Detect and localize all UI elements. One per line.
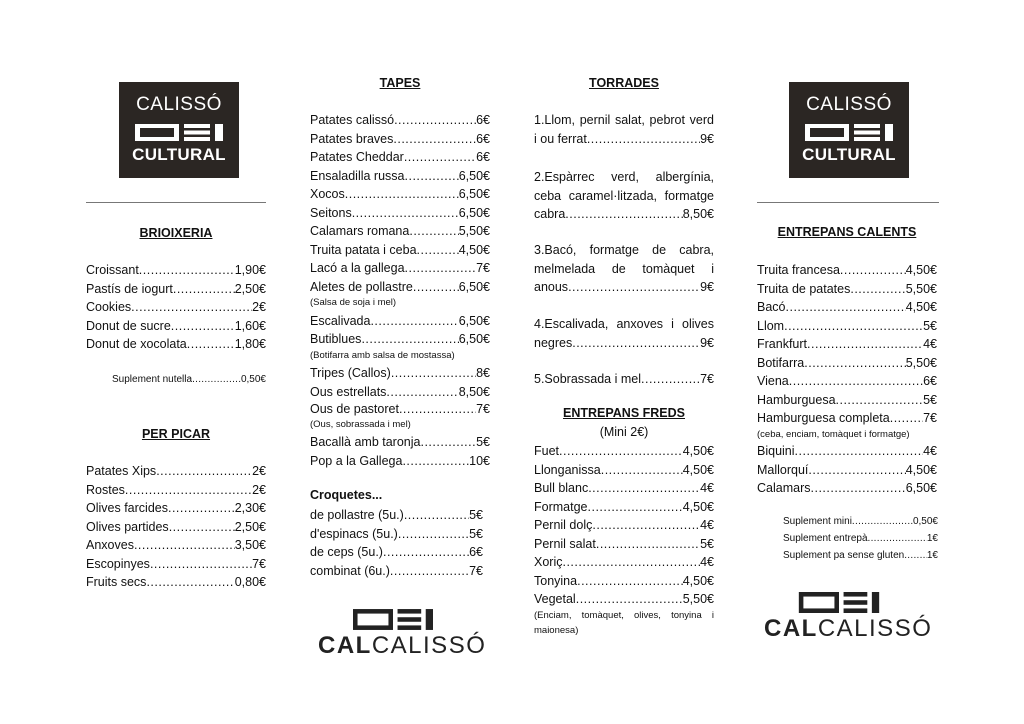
menu-item-price: 7€ bbox=[476, 402, 490, 416]
menu-item-name: Lacó a la gallega bbox=[310, 261, 405, 275]
menu-item bbox=[310, 525, 483, 544]
dot-leader bbox=[588, 498, 683, 517]
menu-item-name: Calamars bbox=[757, 481, 811, 495]
torrada-description-end: cabra bbox=[534, 207, 566, 221]
menu-item-name: Tripes (Callos) bbox=[310, 366, 391, 380]
menu-item-name: Truita francesa bbox=[757, 263, 840, 277]
logo-mark-icon bbox=[798, 592, 880, 613]
menu-item-name: Hamburguesa completa bbox=[757, 411, 890, 425]
menu-item bbox=[310, 222, 490, 241]
dot-leader bbox=[156, 462, 252, 481]
dot-leader bbox=[370, 312, 458, 331]
menu-item-name: Suplement mini bbox=[783, 516, 852, 527]
menu-item-price: 4€ bbox=[923, 337, 937, 351]
menu-item-price: 7€ bbox=[252, 556, 266, 571]
calisso-cultural-logo bbox=[789, 82, 909, 178]
menu-item bbox=[86, 499, 266, 518]
torrada-price: 9€ bbox=[700, 131, 714, 146]
menu-item bbox=[310, 543, 483, 562]
menu-item bbox=[757, 298, 937, 317]
torrada-item bbox=[534, 370, 714, 389]
completa-note: (ceba, enciam, tomàquet i formatge) bbox=[757, 429, 910, 440]
torrada-item bbox=[534, 168, 714, 224]
menu-item bbox=[310, 364, 490, 383]
menu-item bbox=[310, 562, 483, 581]
menu-item-price: 6,50€ bbox=[458, 314, 490, 328]
dot-leader bbox=[187, 335, 235, 354]
dot-leader bbox=[150, 555, 252, 574]
menu-item-price: 7€ bbox=[476, 261, 490, 275]
menu-item-price: 8,50€ bbox=[458, 384, 490, 399]
menu-item-price: 4,50€ bbox=[905, 462, 937, 477]
torrada-item bbox=[534, 315, 714, 352]
menu-item bbox=[86, 317, 266, 336]
logo-line1: CALISSÓ bbox=[136, 94, 222, 115]
menu-item-name: Cookies bbox=[86, 300, 132, 314]
menu-item-name: Croissant bbox=[86, 263, 139, 277]
menu-item-price: 4,50€ bbox=[905, 300, 937, 314]
dot-leader bbox=[811, 479, 906, 498]
dot-leader bbox=[409, 222, 458, 241]
dot-leader bbox=[789, 372, 923, 391]
logo-mark-icon bbox=[135, 124, 223, 141]
menu-item bbox=[86, 280, 266, 299]
menu-item-name: Mallorquí bbox=[757, 462, 809, 477]
menu-item-name: Patates braves bbox=[310, 131, 394, 146]
logo-line1: CALISSÓ bbox=[806, 94, 892, 115]
menu-item bbox=[534, 590, 714, 609]
dot-leader bbox=[572, 334, 700, 353]
menu-item bbox=[86, 261, 266, 280]
menu-item-name: Bull blanc bbox=[534, 481, 589, 495]
menu-item-price: 4€ bbox=[700, 481, 714, 495]
menu-item bbox=[86, 555, 266, 574]
menu-item-name: Pop a la Gallega bbox=[310, 453, 403, 468]
aletes-note: (Salsa de soja i mel) bbox=[310, 297, 397, 308]
menu-item bbox=[534, 516, 714, 535]
menu-item bbox=[757, 461, 937, 480]
menu-item-price: 3,50€ bbox=[234, 538, 266, 552]
menu-item bbox=[757, 335, 937, 354]
menu-item-price: 6,50€ bbox=[458, 279, 490, 294]
menu-item-price: 4,50€ bbox=[905, 263, 937, 277]
menu-item bbox=[310, 185, 490, 204]
per-picar-title: PER PICAR bbox=[141, 427, 211, 441]
dot-leader bbox=[641, 370, 700, 389]
menu-item-price: 5,50€ bbox=[682, 592, 714, 606]
menu-item-price: 6,50€ bbox=[458, 187, 490, 201]
dot-leader bbox=[399, 400, 476, 419]
menu-item-name: Viena bbox=[757, 374, 789, 388]
menu-item-name: Rostes bbox=[86, 482, 125, 497]
menu-item-name: de pollastre (5u.) bbox=[310, 508, 404, 522]
menu-item-price: 5,50€ bbox=[905, 281, 937, 296]
dot-leader bbox=[405, 259, 477, 278]
dot-leader bbox=[394, 111, 476, 130]
menu-item-price: 4€ bbox=[700, 555, 714, 569]
divider bbox=[757, 202, 939, 203]
menu-item bbox=[310, 433, 490, 452]
menu-item bbox=[86, 462, 266, 481]
menu-item bbox=[783, 513, 938, 530]
dot-leader bbox=[169, 518, 235, 537]
menu-item-name: Anxoves bbox=[86, 538, 134, 552]
menu-item bbox=[534, 498, 714, 517]
entrepans-freds-title: ENTREPANS FREDS bbox=[562, 406, 685, 420]
menu-item-price: 1€ bbox=[926, 550, 938, 561]
menu-item-name: combinat (6u.) bbox=[310, 563, 390, 578]
menu-item-name: Olives partides bbox=[86, 519, 169, 534]
torrada-description-end: i ou ferrat bbox=[534, 131, 587, 146]
menu-item-name: Donut de xocolata bbox=[86, 337, 187, 351]
menu-item bbox=[783, 530, 938, 547]
menu-item bbox=[86, 573, 266, 592]
menu-item-name: Fruits secs bbox=[86, 575, 147, 589]
menu-item-name: Patates Xips bbox=[86, 464, 157, 478]
menu-item-name: Truita de patates bbox=[757, 281, 851, 296]
dot-leader bbox=[890, 409, 923, 428]
menu-item-name: Suplement entrepà bbox=[783, 533, 868, 544]
menu-item bbox=[310, 259, 490, 278]
menu-item-name: d'espinacs (5u.) bbox=[310, 526, 398, 541]
menu-item-price: 4,50€ bbox=[682, 573, 714, 588]
entrepans-freds-subtitle: (Mini 2€) bbox=[599, 425, 649, 439]
dot-leader bbox=[393, 130, 476, 149]
torrada-description-end: 5.Sobrassada i mel bbox=[534, 372, 642, 386]
dot-leader bbox=[171, 317, 235, 336]
dot-leader bbox=[804, 354, 905, 373]
menu-item-price: 1€ bbox=[926, 533, 938, 544]
dot-leader bbox=[576, 590, 683, 609]
menu-item-name: Vegetal bbox=[534, 592, 576, 606]
torrada-description-end: anous bbox=[534, 280, 569, 294]
menu-item bbox=[534, 535, 714, 554]
menu-item-price: 4,50€ bbox=[682, 462, 714, 477]
dot-leader bbox=[383, 543, 469, 562]
dot-leader bbox=[398, 525, 469, 544]
menu-item bbox=[310, 167, 490, 186]
menu-item bbox=[310, 312, 490, 331]
menu-item bbox=[534, 461, 714, 480]
menu-item bbox=[310, 452, 490, 471]
menu-item-price: 6,50€ bbox=[458, 205, 490, 220]
menu-item-price: 2€ bbox=[252, 464, 266, 478]
dot-leader bbox=[592, 516, 700, 535]
menu-item-price: 0,50€ bbox=[912, 516, 938, 527]
dot-leader bbox=[134, 536, 235, 555]
torrada-price: 8,50€ bbox=[682, 207, 714, 221]
menu-item-name: Tonyina bbox=[534, 573, 578, 588]
menu-item-price: 4€ bbox=[923, 444, 937, 458]
pastoret-note: (Ous, sobrassada i mel) bbox=[310, 419, 411, 430]
menu-item-name: Pastís de iogurt bbox=[86, 281, 173, 296]
dot-leader bbox=[562, 553, 700, 572]
menu-item bbox=[757, 372, 937, 391]
menu-item-price: 5€ bbox=[469, 526, 483, 541]
menu-item-price: 4,50€ bbox=[682, 499, 714, 514]
menu-item-price: 6€ bbox=[476, 131, 490, 146]
torrada-description-end: negres bbox=[534, 335, 573, 350]
menu-item-price: 1,60€ bbox=[234, 318, 266, 333]
menu-item-price: 5€ bbox=[700, 536, 714, 551]
menu-item-name: Bacallà amb taronja bbox=[310, 435, 421, 449]
menu-item-name: Botifarra bbox=[757, 355, 805, 370]
menu-item-name: Pernil dolç bbox=[534, 518, 593, 532]
menu-item-name: Escalivada bbox=[310, 314, 371, 328]
dot-leader bbox=[786, 298, 906, 317]
dot-leader bbox=[807, 335, 923, 354]
menu-item-name: Suplement pa sense gluten bbox=[783, 550, 905, 561]
menu-item-price: 1,80€ bbox=[234, 337, 266, 351]
menu-item-name: Ous de pastoret bbox=[310, 402, 399, 416]
menu-item bbox=[310, 130, 490, 149]
dot-leader bbox=[588, 479, 700, 498]
dot-leader bbox=[904, 547, 927, 564]
cal-calisso-logo-right: CALCALISSÓ bbox=[764, 592, 914, 643]
torrada-description: 2.Espàrrec verd, albergínia, ceba caramel·litzada, formatge bbox=[534, 170, 714, 203]
menu-item-price: 6€ bbox=[469, 545, 483, 559]
menu-item bbox=[310, 383, 490, 402]
menu-item-price: 6,50€ bbox=[458, 168, 490, 183]
dot-leader bbox=[125, 481, 252, 500]
tapes-title: TAPES bbox=[379, 76, 421, 90]
torrada-price: 7€ bbox=[700, 372, 714, 386]
dot-leader bbox=[577, 572, 683, 591]
menu-item bbox=[534, 442, 714, 461]
menu-item-price: 4,50€ bbox=[682, 444, 714, 458]
menu-item-name: Llom bbox=[757, 318, 785, 333]
calisso-cultural-logo bbox=[119, 82, 239, 178]
menu-item bbox=[310, 241, 490, 260]
menu-item-name: Frankfurt bbox=[757, 337, 808, 351]
menu-item bbox=[310, 330, 490, 349]
torrada-item bbox=[534, 241, 714, 297]
menu-item bbox=[86, 298, 266, 317]
dot-leader bbox=[840, 261, 906, 280]
menu-item bbox=[310, 506, 483, 525]
dot-leader bbox=[420, 433, 476, 452]
butiblues-note: (Botifarra amb salsa de mostassa) bbox=[310, 350, 455, 361]
dot-leader bbox=[836, 391, 924, 410]
menu-item-name: Seitons bbox=[310, 205, 352, 220]
menu-item bbox=[757, 409, 937, 428]
menu-item bbox=[310, 278, 490, 297]
croquetes-title: Croquetes... bbox=[310, 488, 383, 502]
menu-item-price: 8€ bbox=[476, 366, 490, 380]
menu-item-name: Ous estrellats bbox=[310, 384, 387, 399]
menu-item-price: 10€ bbox=[469, 453, 490, 468]
menu-item-price: 5€ bbox=[923, 392, 937, 407]
menu-item-price: 4,50€ bbox=[458, 242, 490, 257]
menu-item-name: Patates Cheddar bbox=[310, 150, 404, 164]
dot-leader bbox=[596, 535, 700, 554]
menu-item-name: Biquini bbox=[757, 444, 795, 458]
menu-item bbox=[310, 148, 490, 167]
vegetal-note: (Enciam, tomàquet, olives, tonyina i maionesa) bbox=[534, 610, 714, 636]
menu-item-price: 5€ bbox=[476, 435, 490, 449]
dot-leader bbox=[404, 506, 469, 525]
dot-leader bbox=[868, 530, 927, 547]
torrada-price: 9€ bbox=[700, 280, 714, 294]
dot-leader bbox=[390, 562, 469, 581]
logo-mark-icon bbox=[353, 609, 433, 630]
dot-leader bbox=[565, 205, 682, 224]
menu-item-price: 6,50€ bbox=[905, 481, 937, 495]
dot-leader bbox=[361, 330, 458, 349]
menu-item-name: Butiblues bbox=[310, 332, 362, 346]
menu-item bbox=[310, 204, 490, 223]
menu-item bbox=[86, 481, 266, 500]
menu-item-price: 5,50€ bbox=[905, 355, 937, 370]
menu-item-price: 0,80€ bbox=[234, 575, 266, 589]
dot-leader bbox=[417, 241, 459, 260]
nutella-supplement: Suplement nutella ..... 0,50€ bbox=[112, 371, 266, 388]
menu-item bbox=[757, 479, 937, 498]
menu-item-name: Olives farcides bbox=[86, 501, 168, 515]
menu-item-name: Formatge bbox=[534, 499, 588, 514]
menu-item bbox=[534, 572, 714, 591]
dot-leader bbox=[146, 573, 234, 592]
logo-line2: CULTURAL bbox=[802, 145, 896, 164]
dot-leader bbox=[784, 317, 923, 336]
dot-leader bbox=[391, 364, 476, 383]
menu-item-price: 5,50€ bbox=[458, 224, 490, 238]
dot-leader bbox=[568, 278, 700, 297]
menu-item bbox=[86, 518, 266, 537]
menu-item-name: Ensaladilla russa bbox=[310, 168, 405, 183]
menu-item-name: Truita patata i ceba bbox=[310, 242, 417, 257]
menu-item-price: 5€ bbox=[469, 508, 483, 522]
menu-item-name: Xocos bbox=[310, 187, 345, 201]
menu-item-name: Donut de sucre bbox=[86, 318, 171, 333]
dot-leader bbox=[404, 148, 476, 167]
dot-leader bbox=[139, 261, 235, 280]
menu-item-name: Fuet bbox=[534, 444, 560, 458]
menu-item bbox=[534, 479, 714, 498]
menu-item-name: de ceps (5u.) bbox=[310, 545, 383, 559]
menu-item-name: Xoriç bbox=[534, 555, 563, 569]
menu-item-price: 7€ bbox=[469, 563, 483, 578]
torrada-item bbox=[534, 111, 714, 148]
dot-leader bbox=[852, 513, 913, 530]
dot-leader bbox=[587, 130, 700, 149]
menu-item bbox=[757, 261, 937, 280]
menu-item-price: 7€ bbox=[923, 411, 937, 425]
menu-item-price: 4€ bbox=[700, 518, 714, 532]
menu-item bbox=[310, 111, 490, 130]
menu-item-price: 6,50€ bbox=[458, 332, 490, 346]
menu-item-name: Calamars romana bbox=[310, 224, 410, 238]
menu-item-price: 6€ bbox=[923, 374, 937, 388]
menu-item bbox=[757, 317, 937, 336]
menu-item-name: Escopinyes bbox=[86, 556, 150, 571]
menu-item bbox=[783, 547, 938, 564]
torrades-title: TORRADES bbox=[589, 76, 659, 90]
torrada-description: 4.Escalivada, anxoves i olives bbox=[534, 317, 714, 331]
dot-leader bbox=[850, 280, 905, 299]
entrepans-calents-title: ENTREPANS CALENTS bbox=[777, 225, 917, 239]
dot-leader bbox=[352, 204, 459, 223]
menu-item-price: 6€ bbox=[476, 113, 490, 127]
cal-calisso-logo-center: CALCALISSÓ bbox=[318, 609, 468, 660]
menu-item-name: Patates calissó bbox=[310, 113, 395, 127]
menu-item-name: Bacó bbox=[757, 300, 786, 314]
divider bbox=[86, 202, 266, 203]
dot-leader bbox=[173, 280, 235, 299]
dot-leader bbox=[808, 461, 905, 480]
menu-item bbox=[757, 280, 937, 299]
menu-item bbox=[757, 354, 937, 373]
brioixeria-title: BRIOIXERIA bbox=[139, 226, 213, 240]
dot-leader bbox=[559, 442, 683, 461]
menu-item-price: 6€ bbox=[476, 150, 490, 164]
menu-item bbox=[534, 553, 714, 572]
dot-leader bbox=[402, 452, 469, 471]
dot-leader bbox=[795, 442, 924, 461]
menu-item-price: 2,50€ bbox=[234, 519, 266, 534]
dot-leader bbox=[413, 278, 459, 297]
menu-item bbox=[86, 335, 266, 354]
menu-item-price: 2,50€ bbox=[234, 281, 266, 296]
menu-item-price: 5€ bbox=[923, 318, 937, 333]
torrada-price: 9€ bbox=[700, 335, 714, 350]
dot-leader bbox=[386, 383, 458, 402]
menu-item-name: Pernil salat bbox=[534, 536, 596, 551]
dot-leader bbox=[131, 298, 252, 317]
menu-item-name: Hamburguesa bbox=[757, 392, 836, 407]
menu-item bbox=[757, 391, 937, 410]
dot-leader bbox=[168, 499, 235, 518]
menu-item-price: 2€ bbox=[252, 300, 266, 314]
menu-item-name: Aletes de pollastre bbox=[310, 279, 413, 294]
logo-line2: CULTURAL bbox=[132, 145, 226, 164]
torrada-description: 1.Llom, pernil salat, pebrot verd bbox=[534, 113, 714, 127]
logo-mark-icon bbox=[805, 124, 893, 141]
menu-item bbox=[310, 400, 490, 419]
menu-item-name: Llonganissa bbox=[534, 462, 601, 477]
menu-item-price: 1,90€ bbox=[234, 263, 266, 277]
dot-leader bbox=[601, 461, 683, 480]
dot-leader bbox=[345, 185, 459, 204]
menu-item-price: 2,30€ bbox=[234, 501, 266, 515]
torrada-description: 3.Bacó, formatge de cabra, melmelada de tomàquet i bbox=[534, 243, 714, 276]
dot-leader bbox=[405, 167, 459, 186]
menu-item-price: 2€ bbox=[252, 482, 266, 497]
menu-item bbox=[757, 442, 937, 461]
menu-item bbox=[86, 536, 266, 555]
